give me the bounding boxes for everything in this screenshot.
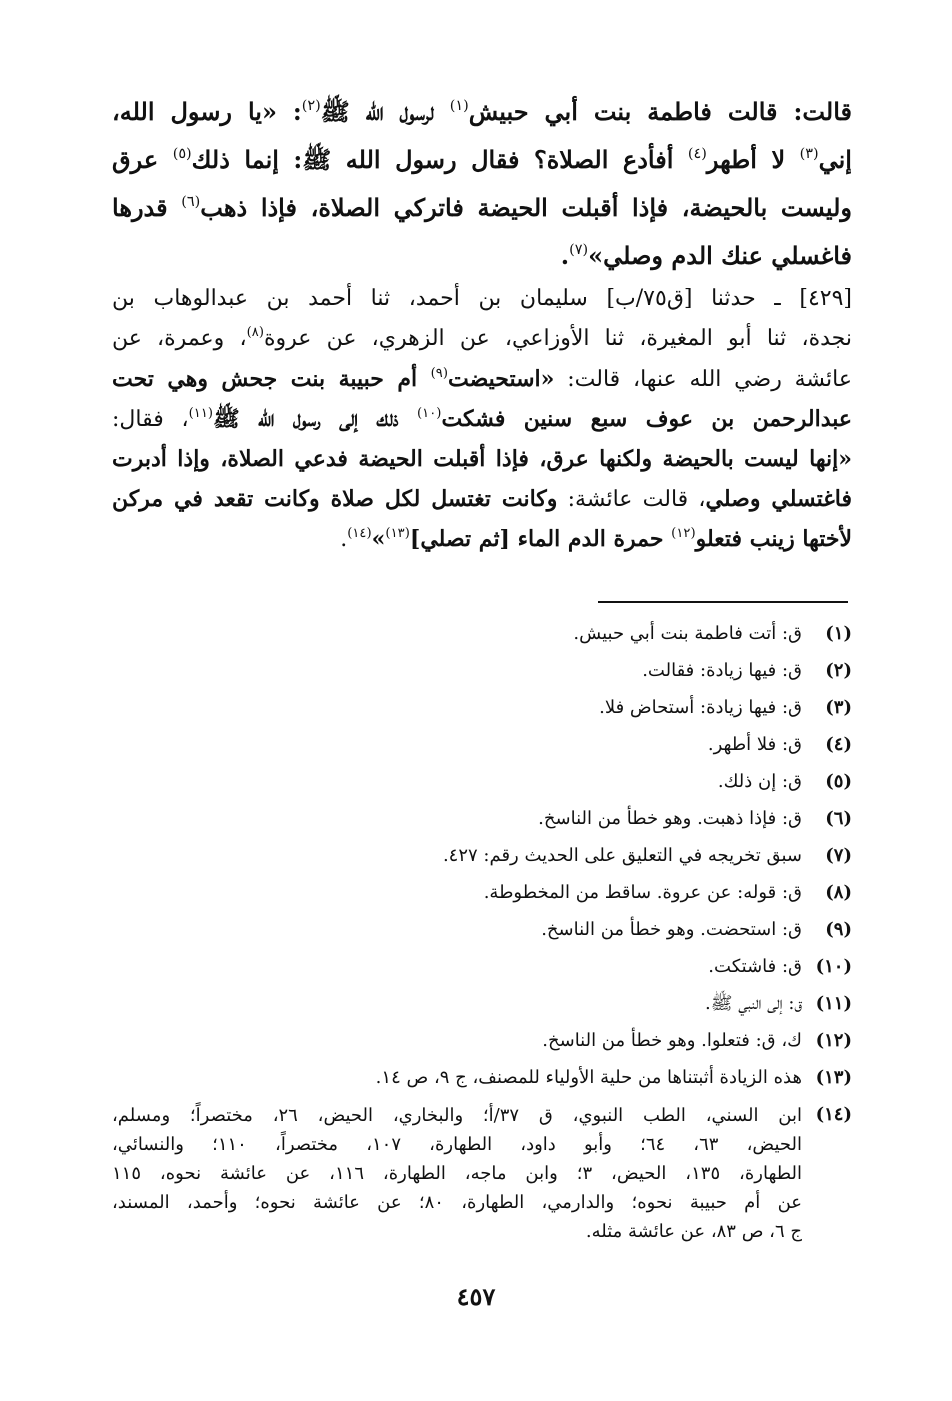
footnote-text: ق: قوله: عن عروة. ساقط من المخطوطة. (483, 882, 802, 903)
footnote-item (112, 694, 852, 731)
p1-line (112, 184, 852, 232)
footnote-text: ق: أتت فاطمة بنت أبي حبيش. (573, 623, 802, 644)
text-run: عبدالرحمن بن عوف سبع سنين فشكت (441, 406, 853, 432)
footnote-text: ق: فلا أطهر. (707, 734, 802, 755)
footnote-text-line: ج ٦، ص ٨٣، عن عائشة مثله. (585, 1221, 802, 1242)
footnote-ref[interactable]: (٢) (301, 97, 321, 114)
p2-line (112, 479, 852, 519)
text-run: . (560, 241, 570, 270)
text-run: [٤٢٩] ـ حدثنا [ق٧٥/ب] سليمان بن أحمد، ثنا أحمد بن عبدالوهاب بن (112, 286, 852, 311)
paragraph-2-hadith-429 (112, 279, 852, 559)
footnote-ref[interactable]: (١٠) (416, 405, 442, 421)
footnote-number: (٧) (825, 845, 852, 866)
text-run: قدرها (112, 193, 182, 222)
footnote-item (112, 657, 852, 694)
p2-line (112, 519, 852, 559)
footnote-number: (٣) (825, 697, 852, 718)
footnote-text (112, 1101, 802, 1246)
footnote-text: ق: فاشتكت. (708, 956, 802, 977)
footnote-text-line: ابن السني، الطب النبوي، ق ٣٧/أ؛ والبخاري، الحيض، ٢٦، مختصراً؛ ومسلم، (112, 1105, 802, 1126)
p2-line (112, 399, 852, 439)
paragraph-1 (112, 88, 852, 280)
text-run: : «يا رسول الله، (112, 97, 302, 126)
footnote-text: ق: إن ذلك. (717, 771, 802, 792)
footnote-ref[interactable]: (١١) (188, 405, 214, 421)
footnote-number: (٥) (825, 771, 852, 792)
text-run: حمرة الدم الماء [ثم تصلي] (409, 526, 672, 552)
p1-line (112, 136, 852, 184)
text-run: نجدة، ثنا أبو المغيرة، ثنا الأوزاعي، عن الزهري، عن عروة (263, 326, 852, 351)
footnote-ref[interactable]: (٨) (246, 324, 264, 340)
text-run: لا أطهر (706, 145, 800, 174)
footnote-text-line: الحيض، ٦٣، ٦٤؛ وأبو داود، الطهارة، ١٠٧، مختصراً، ١١٠؛ والنسائي، (112, 1134, 802, 1155)
footnote-divider (598, 601, 848, 603)
text-run: أم حبيبة بنت جحش وهي تحت (112, 366, 431, 392)
p2-line (112, 279, 852, 319)
text-run: عرق (112, 145, 173, 174)
footnote-text: ق: استحضت. وهو خطأ من الناسخ. (541, 919, 802, 940)
text-run: عائشة رضي الله عنها، قالت: (554, 367, 853, 392)
footnote-number: (١) (825, 623, 852, 644)
footnote-item (112, 620, 852, 657)
footnote-ref[interactable]: (٦) (181, 193, 201, 210)
footnote-item (112, 879, 852, 916)
text-run: وكانت تغتسل لكل صلاة وكانت تقعد في مركن (112, 486, 558, 512)
footnote-number: (٨) (825, 882, 852, 903)
p2-line (112, 319, 852, 359)
p2-line (112, 439, 852, 479)
text-run: لأختها زينب فتعلو (695, 526, 852, 552)
footnote-number: (٤) (825, 734, 852, 755)
footnote-text: ق: فيها زيادة: أستحاض فلا. (599, 697, 802, 718)
p2-line (112, 359, 852, 399)
text-run: فاغسلي عنك الدم وصلي» (588, 241, 852, 270)
footnote-ref[interactable]: (١) (449, 97, 469, 114)
footnote-item (112, 990, 852, 1027)
footnote-ref[interactable]: (٩) (430, 365, 448, 381)
text-run: . (340, 527, 348, 552)
footnote-ref[interactable]: (١٤) (347, 525, 372, 541)
footnote-text: ق: فإذا ذهبت. وهو خطأ من الناسخ. (538, 808, 802, 829)
footnote-ref[interactable]: (٧) (569, 241, 589, 258)
text-run: ، فقال: (112, 407, 189, 432)
footnote-item (112, 1064, 852, 1101)
footnote-number: (١٣) (815, 1067, 852, 1088)
footnote-ref[interactable]: (٥) (172, 145, 192, 162)
text-run: «استحيضت (447, 366, 555, 392)
footnote-ref[interactable]: (١٣) (385, 525, 410, 541)
p1-line (112, 232, 852, 280)
footnote-number: (١٤) (815, 1104, 852, 1125)
footnote-item (112, 768, 852, 805)
text-run: ، وعمرة، عن (112, 326, 247, 351)
footnote-text: ق: فيها زيادة: فقالت. (642, 660, 802, 681)
footnote-number: (١٠) (815, 956, 852, 977)
footnote-text: ك، ق: فتعلوا. وهو خطأ من الناسخ. (542, 1030, 802, 1051)
footnote-number: (٩) (825, 919, 852, 940)
text-run: إني (818, 145, 852, 174)
footnote-item (112, 805, 852, 842)
footnote-item (112, 1027, 852, 1064)
footnote-ref[interactable]: (٣) (799, 145, 819, 162)
text-run: ، قالت عائشة: (557, 487, 706, 512)
footnote-item (112, 1101, 852, 1246)
footnote-item (112, 916, 852, 953)
text-run: ذلك إلى رسول الله ﷺ (213, 406, 417, 432)
footnote-text-line: عن أم حبيبة نحوه؛ والدارمي، الطهارة، ٨٠؛ عن عائشة نحوه؛ وأحمد، المسند، (112, 1192, 803, 1213)
p1-line (112, 88, 852, 136)
footnote-text: سبق تخريجه في التعليق على الحديث رقم: ٤٢٧. (442, 845, 802, 866)
footnote-number: (١٢) (815, 1030, 852, 1051)
text-run: قالت: قالت فاطمة بنت أبي حبيش (468, 97, 852, 126)
footnote-text-line: الطهارة، ١٣٥، الحيض، ٣؛ وابن ماجه، الطهارة، ١١٦، عن عائشة نحوه، ١١٥ (112, 1163, 803, 1184)
footnote-item (112, 842, 852, 879)
footnote-item (112, 731, 852, 768)
text-run: فاغتسلي وصلي (705, 486, 852, 512)
text-run: أفأدع الصلاة؟ فقال رسول الله ﷺ: إنما ذلك (191, 145, 688, 174)
footnote-ref[interactable]: (٤) (687, 145, 707, 162)
text-run: وليست بالحيضة، فإذا أقبلت الحيضة فاتركي الصلاة، فإذا ذهب (200, 193, 853, 222)
text-run: لرسول الله ﷺ (320, 97, 450, 126)
footnote-number: (٢) (825, 660, 852, 681)
text-run: » (371, 526, 386, 552)
footnote-ref[interactable]: (١٢) (671, 525, 696, 541)
footnote-number: (٦) (825, 808, 852, 829)
footnote-item (112, 953, 852, 990)
page-number: ٤٥٧ (456, 1282, 496, 1311)
footnote-text: ق: إلى النبي ﷺ. (705, 993, 802, 1014)
footnotes-list (112, 620, 852, 1246)
footnote-number: (١١) (815, 993, 852, 1014)
text-run: «إنها ليست بالحيضة ولكنها عرق، فإذا أقبلت الحيضة فدعي الصلاة، وإذا أدبرت (112, 446, 852, 472)
footnote-text: هذه الزيادة أثبتناها من حلية الأولياء للمصنف، ج ٩، ص ١٤. (375, 1067, 802, 1088)
